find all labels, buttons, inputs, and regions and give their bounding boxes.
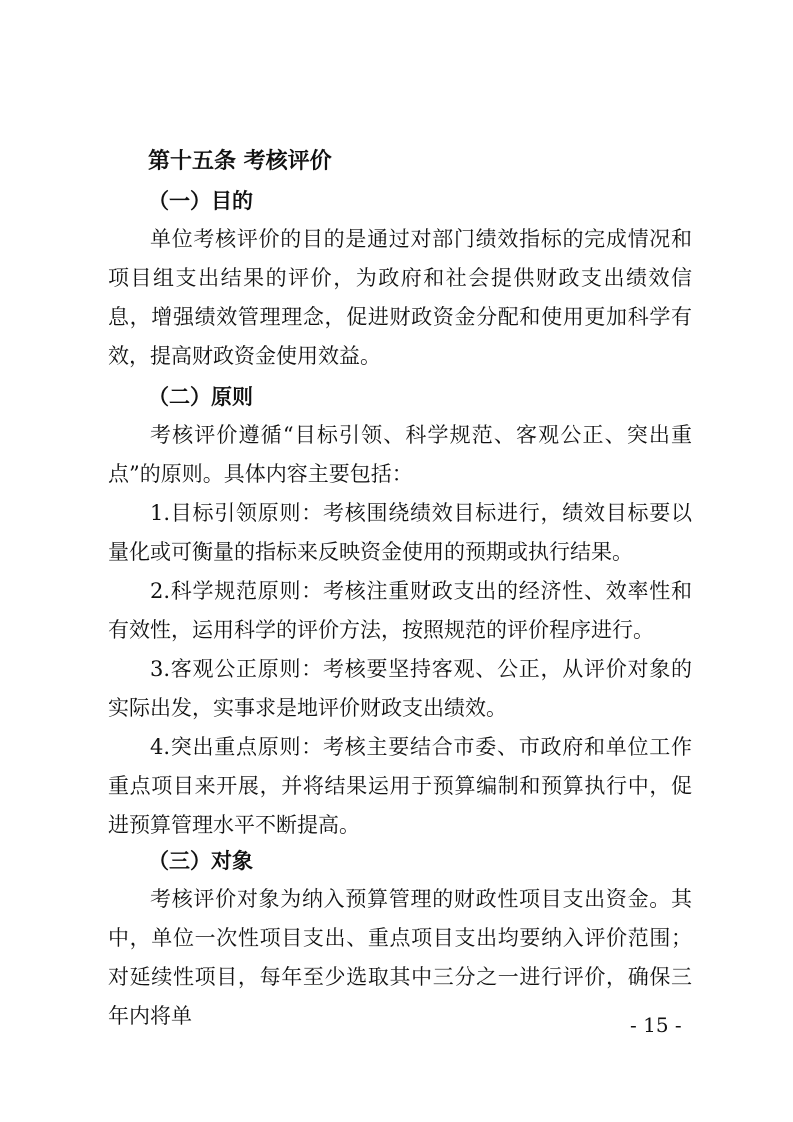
section-heading-principles: （二）原则 [148, 384, 253, 409]
section-heading-objects: （三）对象 [148, 848, 253, 873]
paragraph-principles-intro: 考核评价遵循“目标引领、科学规范、客观公正、突出重点”的原则。具体内容主要包括： [108, 423, 692, 486]
paragraph-purpose: 单位考核评价的目的是通过对部门绩效指标的完成情况和项目组支出结果的评价，为政府和社会提供财政支出绩效信息，增强绩效管理理念，促进财政资金分配和使用更加科学有效，提高财政资金使用效益。 [108, 227, 692, 368]
paragraph-objects: 考核评价对象为纳入预算管理的财政性项目支出资金。其中，单位一次性项目支出、重点项目支出均要纳入评价范围；对延续性项目，每年至少选取其中三分之一进行评价，确保三年内将单 [108, 887, 692, 1028]
paragraph-principle-3: 3.客观公正原则：考核要坚持客观、公正，从评价对象的实际出发，实事求是地评价财政支出绩效。 [108, 657, 692, 720]
page-number: - 15 - [630, 1013, 682, 1037]
paragraph-principle-2: 2.科学规范原则：考核注重财政支出的经济性、效率性和有效性，运用科学的评价方法，按照规范的评价程序进行。 [108, 579, 692, 642]
paragraph-principle-1: 1.目标引领原则：考核围绕绩效目标进行，绩效目标要以量化或可衡量的指标来反映资金使用的预期或执行结果。 [108, 501, 692, 564]
section-heading-purpose: （一）目的 [148, 188, 253, 213]
paragraph-principle-4: 4.突出重点原则：考核主要结合市委、市政府和单位工作重点项目来开展，并将结果运用于预算编制和预算执行中，促进预算管理水平不断提高。 [108, 735, 692, 837]
article-title: 第十五条 考核评价 [148, 148, 332, 174]
